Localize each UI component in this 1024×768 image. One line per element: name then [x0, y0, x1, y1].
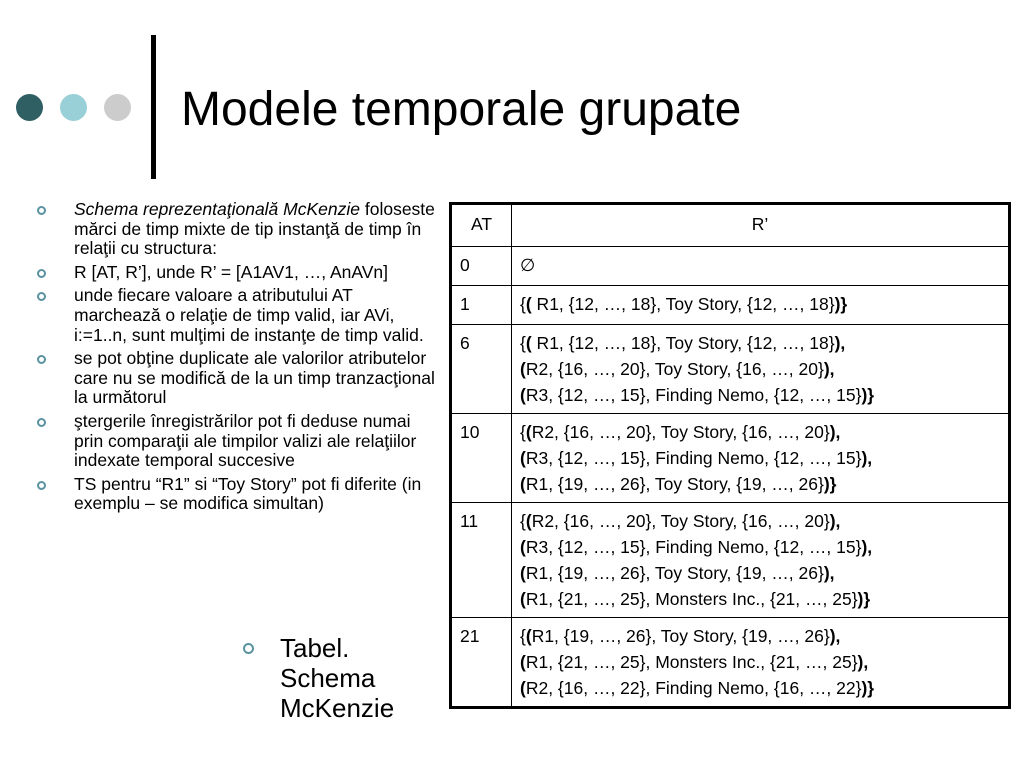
grey-dot [104, 94, 131, 121]
table-header-row [451, 204, 1010, 247]
at-cell: 1 [451, 286, 512, 325]
relation-line: (R2, {16, …, 20}, Toy Story, {16, …, 20}), [520, 359, 835, 379]
table-row [451, 325, 1010, 414]
relation-line: {( R1, {12, …, 18}, Toy Story, {12, …, 18}), [520, 333, 846, 353]
light-teal-dot [60, 94, 87, 121]
relation-line: (R1, {19, …, 26}, Toy Story, {19, …, 26}), [520, 563, 835, 583]
header-at: AT [451, 204, 512, 247]
relation-cell [512, 286, 1010, 325]
at-cell: 11 [451, 503, 512, 618]
caption-text: Tabel. Schema McKenzie [280, 633, 395, 723]
bullet-text: TS pentru “R1” si “Toy Story” pot fi diferite (in exemplu – se modifica simultan) [74, 473, 422, 514]
relation-line: {(R2, {16, …, 20}, Toy Story, {16, …, 20}), [520, 511, 841, 531]
relation-cell [512, 503, 1010, 618]
bullet-list [30, 200, 440, 518]
relation-line: {(R2, {16, …, 20}, Toy Story, {16, …, 20}), [520, 422, 841, 442]
dark-teal-dot [16, 94, 43, 121]
bullet-icon [37, 206, 46, 215]
slide-title: Modele temporale grupate [181, 83, 742, 136]
table-row [451, 618, 1010, 708]
relation-line: (R3, {12, …, 15}, Finding Nemo, {12, …, 15}), [520, 537, 873, 557]
bullet-icon [37, 292, 46, 301]
caption-bullet-icon [243, 643, 254, 654]
decorative-dots [16, 94, 136, 124]
bullet-item [30, 200, 440, 259]
at-cell: 6 [451, 325, 512, 414]
at-cell: 10 [451, 414, 512, 503]
bullet-icon [37, 418, 46, 427]
relation-cell [512, 414, 1010, 503]
bullet-italic-text: Schema reprezentaţională McKenzie [74, 199, 360, 219]
relation-cell [512, 247, 1010, 286]
bullet-icon [37, 269, 46, 278]
relation-cell [512, 325, 1010, 414]
relation-cell [512, 618, 1010, 708]
table-row [451, 414, 1010, 503]
relation-line: (R1, {21, …, 25}, Monsters Inc., {21, …, 25})} [520, 589, 871, 609]
at-cell: 0 [451, 247, 512, 286]
bullet-text: unde fiecare valoare a atributului AT marchează o relaţie de timp valid, iar AVi, i:=1..n, sunt mulţimi de instanţe de timp valid. [74, 285, 424, 345]
header-r-prime: R’ [512, 204, 1010, 247]
table-row [451, 286, 1010, 325]
relation-line: ∅ [520, 255, 536, 275]
relation-line: (R3, {12, …, 15}, Finding Nemo, {12, …, 15}), [520, 448, 873, 468]
bullet-item [30, 286, 440, 345]
relation-line: (R2, {16, …, 22}, Finding Nemo, {16, …, 22})} [520, 678, 875, 698]
bullet-item [30, 349, 440, 408]
relation-line: {( R1, {12, …, 18}, Toy Story, {12, …, 18})} [520, 294, 848, 314]
bullet-text: R [AT, R’], unde R’ = [A1AV1, …, AnAVn] [74, 261, 389, 282]
bullet-icon [37, 355, 46, 364]
table-caption [243, 633, 443, 723]
bullet-text: ştergerile înregistrărilor pot fi deduse numai prin comparaţii ale timpilor valizi ale relaţiilor indexate temporal succesive [74, 410, 417, 471]
table-row [451, 503, 1010, 618]
bullet-text: se pot obţine duplicate ale valorilor atributelor care nu se modifică de la un timp tranzacţional la următorul [74, 348, 435, 408]
bullet-item [30, 412, 440, 471]
relation-line: (R1, {21, …, 25}, Monsters Inc., {21, …, 25}), [520, 652, 869, 672]
bullet-item [30, 475, 440, 514]
table-row [451, 247, 1010, 286]
at-cell: 21 [451, 618, 512, 708]
bullet-text: foloseste mărci de timp mixte de tip instanţă de timp în relaţii cu structura: [74, 199, 435, 259]
relation-line: (R3, {12, …, 15}, Finding Nemo, {12, …, 15})} [520, 385, 875, 405]
bullet-item [30, 263, 440, 283]
title-divider [151, 35, 156, 179]
relation-line: (R1, {19, …, 26}, Toy Story, {19, …, 26})} [520, 474, 837, 494]
relation-line: {(R1, {19, …, 26}, Toy Story, {19, …, 26}), [520, 626, 841, 646]
bullet-icon [37, 481, 46, 490]
mckenzie-table [449, 202, 1011, 709]
